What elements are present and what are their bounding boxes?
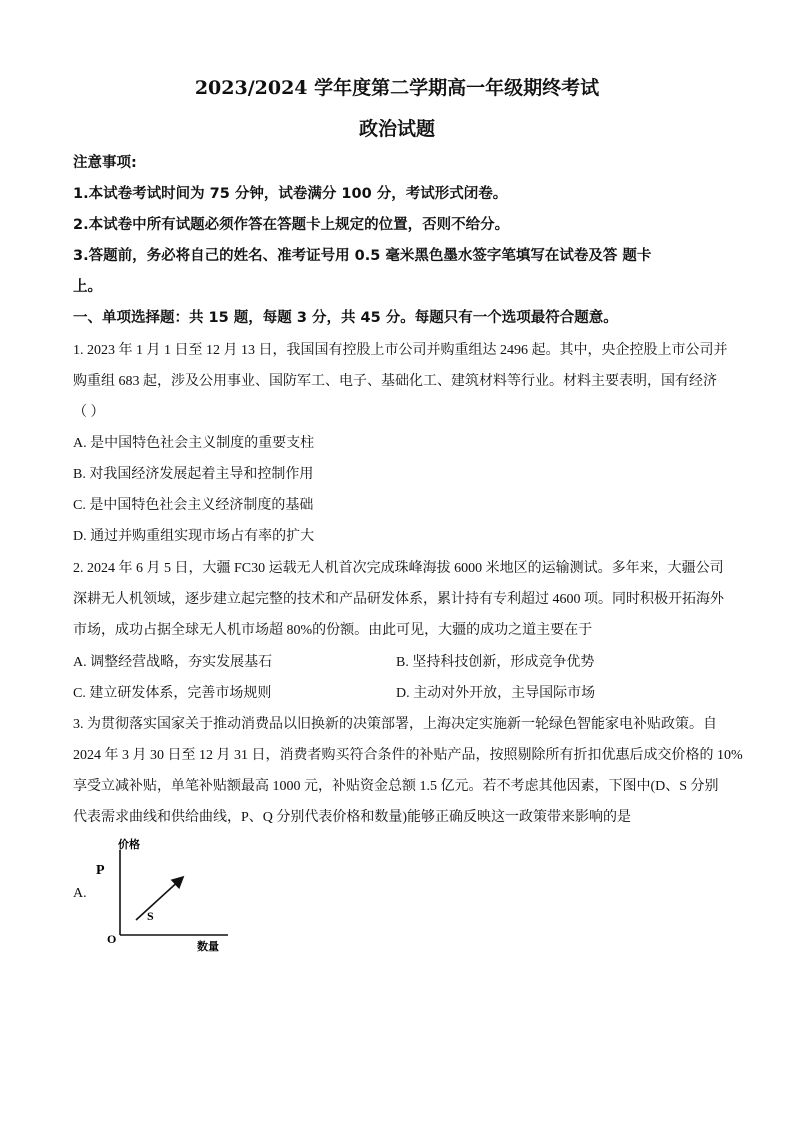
supply-curve-graph [70, 834, 240, 954]
q3-option-a-label: A. [73, 886, 87, 901]
notice-item-2: 2.本试卷中所有试题必须作答在答题卡上规定的位置，否则不给分。 [73, 217, 510, 233]
q1-stem-line1: 1. 2023 年 1 月 1 日至 12 月 13 日，我国国有控股上市公司并购重组达 2496 起。其中，央企控股上市公司并 [73, 343, 728, 358]
q1-stem-line3: （ ） [73, 405, 105, 420]
q3-stem-line3: 享受立减补贴，单笔补贴额最高 1000 元，补贴资金总额 1.5 亿元。若不考虑其他因素，下图中(D、S 分别 [73, 779, 719, 794]
q1-stem-line2: 购重组 683 起，涉及公用事业、国防军工、电子、基础化工、建筑材料等行业。材料主要表明，国有经济 [73, 374, 717, 389]
q2-option-c: C. 建立研发体系，完善市场规则 [73, 686, 272, 701]
notice-item-3-cont: 上。 [73, 279, 102, 295]
notice-item-3: 3.答题前，务必将自己的姓名、准考证号用 0.5 毫米黑色墨水签字笔填写在试卷及答 题卡 [73, 248, 652, 264]
q3-stem-line1: 3. 为贯彻落实国家关于推动消费品以旧换新的决策部署，上海决定实施新一轮绿色智能家电补贴政策。自 [73, 717, 717, 732]
supply-curve-label: S [147, 909, 154, 923]
section-heading: 一、单项选择题：共 15 题，每题 3 分，共 45 分。每题只有一个选项最符合题意。 [73, 310, 618, 326]
q1-option-d: D. 通过并购重组实现市场占有率的扩大 [73, 529, 315, 544]
exam-title: 2023/2024 学年度第二学期高一年级期终考试 [194, 77, 600, 99]
q1-option-b: B. 对我国经济发展起着主导和控制作用 [73, 467, 314, 482]
exam-subject: 政治试题 [358, 118, 435, 140]
supply-curve [136, 878, 182, 920]
origin-label: O [107, 932, 117, 946]
y-axis-label: 价格 [118, 839, 140, 851]
x-axis-label: 数量 [197, 941, 219, 953]
notice-item-1: 1.本试卷考试时间为 75 分钟，试卷满分 100 分，考试形式闭卷。 [73, 186, 508, 202]
q2-stem-line3: 市场，成功占据全球无人机市场超 80%的份额。由此可见，大疆的成功之道主要在于 [73, 623, 593, 638]
q2-option-a: A. 调整经营战略，夯实发展基石 [73, 655, 273, 670]
notice-heading: 注意事项: [73, 155, 137, 171]
price-p-label: P [96, 863, 105, 878]
q1-option-a: A. 是中国特色社会主义制度的重要支柱 [73, 436, 315, 451]
q2-option-d: D. 主动对外开放，主导国际市场 [396, 686, 596, 701]
q1-option-c: C. 是中国特色社会主义经济制度的基础 [73, 498, 314, 513]
q2-stem-line1: 2. 2024 年 6 月 5 日，大疆 FC30 运载无人机首次完成珠峰海拔 6000 米地区的运输测试。多年来，大疆公司 [73, 561, 724, 576]
q2-option-b: B. 坚持科技创新，形成竞争优势 [396, 655, 595, 670]
q3-stem-line4: 代表需求曲线和供给曲线，P、Q 分别代表价格和数量)能够正确反映这一政策带来影响的是 [73, 810, 632, 825]
q2-stem-line2: 深耕无人机领域，逐步建立起完整的技术和产品研发体系，累计持有专利超过 4600 项。同时积极开拓海外 [73, 592, 724, 607]
q3-stem-line2: 2024 年 3 月 30 日至 12 月 31 日，消费者购买符合条件的补贴产品，按照剔除所有折扣优惠后成交价格的 10% [73, 748, 743, 763]
